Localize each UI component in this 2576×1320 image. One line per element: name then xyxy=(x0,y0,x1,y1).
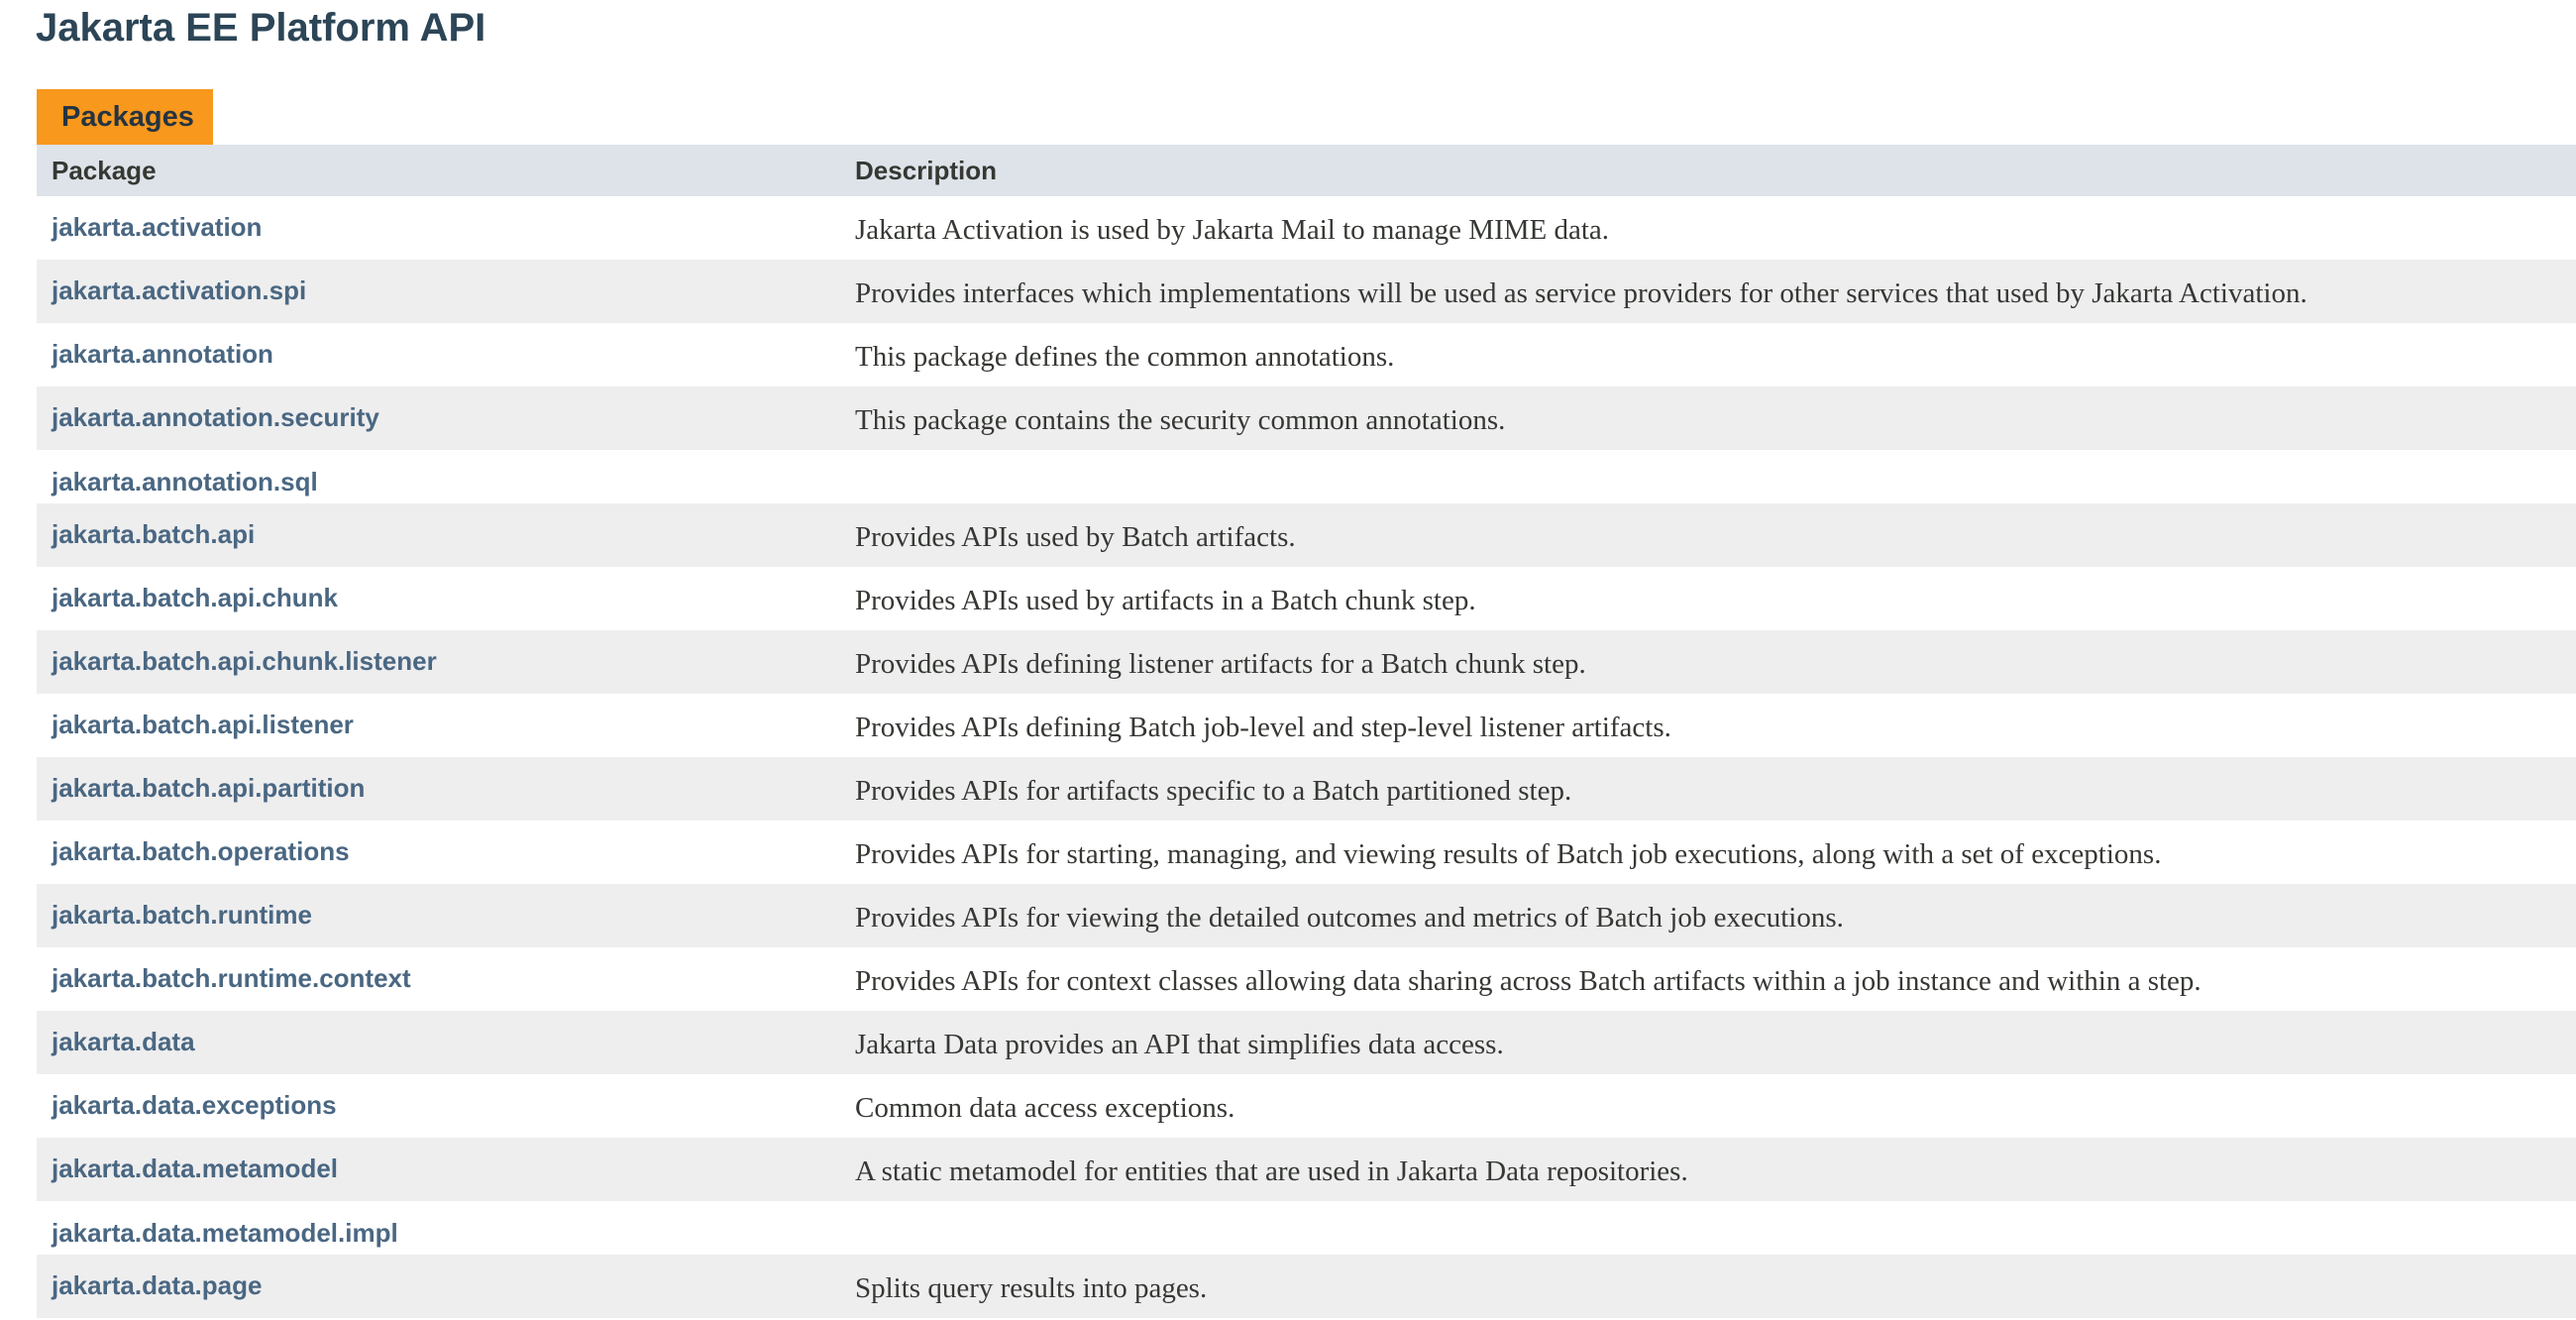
package-link[interactable]: jakarta.annotation xyxy=(52,339,273,369)
table-row xyxy=(37,1201,2576,1255)
column-header-description: Description xyxy=(855,155,998,185)
package-link[interactable]: jakarta.data.exceptions xyxy=(52,1090,337,1120)
package-link[interactable]: jakarta.batch.api.chunk.listener xyxy=(52,646,437,676)
package-description: Provides APIs for context classes allowing data sharing across Batch artifacts within a job instance and within a step. xyxy=(855,965,2201,997)
table-row xyxy=(37,567,2576,630)
table-row xyxy=(37,1011,2576,1074)
table-row xyxy=(37,1074,2576,1138)
package-link[interactable]: jakarta.batch.runtime.context xyxy=(52,963,411,993)
package-link[interactable]: jakarta.annotation.sql xyxy=(52,467,318,496)
package-link[interactable]: jakarta.annotation.security xyxy=(52,402,379,432)
package-description: Provides APIs for viewing the detailed outcomes and metrics of Batch job executions. xyxy=(855,902,1844,934)
package-description: Provides APIs for starting, managing, and viewing results of Batch job executions, along with a set of exceptions. xyxy=(855,838,2162,870)
package-description: This package contains the security common annotations. xyxy=(855,404,1506,436)
table-row xyxy=(37,1138,2576,1201)
table-row xyxy=(37,196,2576,260)
package-link[interactable]: jakarta.batch.runtime xyxy=(52,900,312,930)
package-description: A static metamodel for entities that are used in Jakarta Data repositories. xyxy=(855,1155,1688,1187)
package-link[interactable]: jakarta.activation xyxy=(52,212,263,242)
package-description: Provides interfaces which implementations will be used as service providers for other services that used by Jakarta Activation. xyxy=(855,277,2308,309)
package-link[interactable]: jakarta.batch.api xyxy=(52,519,256,549)
package-description: Provides APIs used by artifacts in a Batch chunk step. xyxy=(855,585,1476,616)
package-description: Provides APIs for artifacts specific to a Batch partitioned step. xyxy=(855,775,1572,807)
package-link[interactable]: jakarta.data.page xyxy=(52,1270,263,1300)
column-header-package: Package xyxy=(52,155,157,185)
packages-summary-table xyxy=(37,145,2576,1318)
package-description: Provides APIs used by Batch artifacts. xyxy=(855,521,1296,553)
table-row xyxy=(37,947,2576,1011)
package-description: Jakarta Data provides an API that simplifies data access. xyxy=(855,1029,1504,1060)
table-row xyxy=(37,884,2576,947)
package-description: Provides APIs defining Batch job-level and step-level listener artifacts. xyxy=(855,712,1671,743)
package-link[interactable]: jakarta.batch.api.chunk xyxy=(52,583,338,612)
table-row xyxy=(37,821,2576,884)
table-row xyxy=(37,694,2576,757)
package-link[interactable]: jakarta.batch.api.partition xyxy=(52,773,366,803)
table-row xyxy=(37,323,2576,386)
table-row xyxy=(37,386,2576,450)
package-description: Common data access exceptions. xyxy=(855,1092,1235,1124)
page-title: Jakarta EE Platform API xyxy=(36,6,486,50)
package-description: Provides APIs defining listener artifacts for a Batch chunk step. xyxy=(855,648,1586,680)
package-link[interactable]: jakarta.data.metamodel.impl xyxy=(52,1218,398,1248)
package-link[interactable]: jakarta.data xyxy=(52,1027,195,1056)
package-description: Splits query results into pages. xyxy=(855,1272,1208,1304)
table-row xyxy=(37,450,2576,503)
package-link[interactable]: jakarta.data.metamodel xyxy=(52,1154,339,1183)
table-header-row xyxy=(37,145,2576,196)
table-row xyxy=(37,503,2576,567)
package-description: This package defines the common annotations. xyxy=(855,341,1395,373)
package-link[interactable]: jakarta.batch.operations xyxy=(52,836,350,866)
table-row xyxy=(37,260,2576,323)
table-row xyxy=(37,757,2576,821)
package-link[interactable]: jakarta.batch.api.listener xyxy=(52,710,354,739)
package-description: Jakarta Activation is used by Jakarta Mail to manage MIME data. xyxy=(855,214,1610,246)
package-link[interactable]: jakarta.activation.spi xyxy=(52,275,307,305)
packages-tab-caption: Packages xyxy=(37,89,213,145)
table-row xyxy=(37,1255,2576,1318)
table-row xyxy=(37,630,2576,694)
